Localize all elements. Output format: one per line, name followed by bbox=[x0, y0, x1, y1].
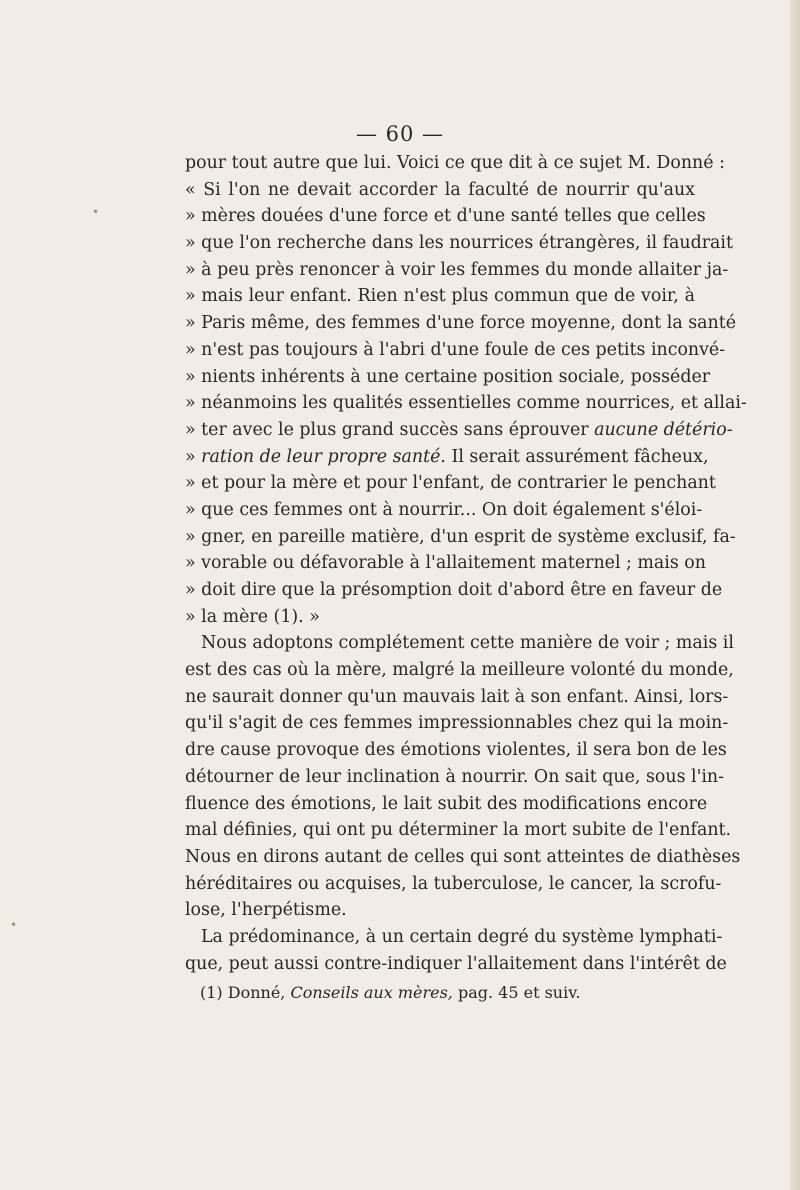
text-line bbox=[185, 764, 724, 791]
text-line-roman: que, peut aussi contre-indiquer l'allaitement dans l'intérêt de bbox=[185, 953, 727, 974]
text-line-roman: héréditaires ou acquises, la tuberculose, le cancer, la scrofu- bbox=[185, 873, 722, 894]
text-line-roman: » vorable ou défavorable à l'allaitement maternel ; mais on bbox=[185, 553, 706, 574]
text-line-roman: » mais leur enfant. Rien n'est plus commun que de voir, à bbox=[185, 286, 695, 307]
text-line bbox=[185, 257, 729, 284]
text-line bbox=[185, 497, 703, 524]
margin-mark: • bbox=[10, 918, 18, 932]
body-text bbox=[185, 150, 747, 977]
text-line-roman: détourner de leur inclination à nourrir. On sait que, sous l'in- bbox=[185, 766, 724, 787]
text-line-roman: lose, l'herpétisme. bbox=[185, 900, 347, 921]
text-line bbox=[185, 791, 708, 818]
text-line-roman: » que l'on recherche dans les nourrices étrangères, il faudrait bbox=[185, 233, 733, 254]
text-line-roman: pour tout autre que lui. Voici ce que dit à ce sujet M. Donné : bbox=[185, 153, 725, 173]
text-line-roman: fluence des émotions, le lait subit des modifications encore bbox=[185, 793, 708, 814]
text-line bbox=[185, 871, 722, 898]
text-line bbox=[185, 924, 723, 951]
text-line-roman: mal définies, qui ont pu déterminer la mort subite de l'enfant. bbox=[185, 820, 732, 841]
text-line bbox=[185, 283, 695, 310]
footnote bbox=[200, 983, 700, 1002]
text-line bbox=[185, 470, 716, 497]
text-line-roman: » doit dire que la présomption doit d'abord être en faveur de bbox=[185, 580, 723, 600]
text-line-roman: » gner, en pareille matière, d'un esprit de système exclusif, fa- bbox=[185, 526, 736, 547]
text-line-roman: ne saurait donner qu'un mauvais lait à son enfant. Ainsi, lors- bbox=[185, 686, 729, 707]
page-number: — 60 — bbox=[355, 122, 445, 146]
text-line-roman: » ter avec le plus grand succès sans éprouver bbox=[185, 419, 595, 440]
text-line bbox=[185, 417, 733, 444]
text-line bbox=[185, 630, 734, 657]
text-line-roman: » néanmoins les qualités essentielles comme nourrices, et allai- bbox=[185, 393, 747, 414]
text-line bbox=[185, 230, 733, 257]
text-line-roman: « Si l'on ne devait accorder la faculté de nourrir qu'aux bbox=[185, 179, 695, 200]
text-line-roman: » à peu près renoncer à voir les femmes du monde allaiter ja- bbox=[185, 259, 729, 280]
text-line-roman: » la mère (1). » bbox=[185, 606, 320, 627]
text-line bbox=[185, 844, 741, 871]
text-line bbox=[185, 577, 723, 604]
text-line-roman: » nients inhérents à une certaine position sociale, posséder bbox=[185, 366, 711, 387]
margin-mark: • bbox=[92, 205, 100, 219]
text-line-roman: qu'il s'agit de ces femmes impressionnables chez qui la moin- bbox=[185, 713, 729, 734]
text-line-roman: Nous adoptons complétement cette manière de voir ; mais il bbox=[201, 633, 734, 654]
text-line-roman: La prédominance, à un certain degré du système lymphati- bbox=[201, 926, 723, 947]
text-line bbox=[185, 657, 734, 684]
text-line bbox=[185, 550, 706, 577]
text-line bbox=[185, 390, 747, 417]
text-line bbox=[185, 177, 695, 204]
text-line-roman: » bbox=[185, 446, 202, 467]
text-line bbox=[185, 817, 732, 844]
text-line bbox=[185, 604, 695, 631]
text-line bbox=[185, 310, 737, 337]
footnote-title: Conseils aux mères, bbox=[290, 983, 453, 1002]
text-line-roman: Nous en dirons autant de celles qui sont atteintes de diathèses bbox=[185, 846, 741, 867]
text-line-roman: dre cause provoque des émotions violentes, il sera bon de les bbox=[185, 740, 727, 761]
text-line-roman: » mères douées d'une force et d'une santé telles que celles bbox=[185, 206, 706, 227]
text-line-roman: » n'est pas toujours à l'abri d'une foule de ces petits inconvé- bbox=[185, 339, 726, 360]
text-line-roman-after: . Il serait assurément fâcheux, bbox=[440, 446, 709, 467]
text-line bbox=[185, 337, 726, 364]
text-line bbox=[185, 203, 706, 230]
footnote-prefix: (1) Donné, bbox=[200, 983, 291, 1002]
text-line bbox=[185, 364, 711, 391]
page-edge bbox=[790, 0, 800, 1190]
text-line-roman: » Paris même, des femmes d'une force moyenne, dont la santé bbox=[185, 313, 737, 334]
text-line-roman: » que ces femmes ont à nourrir... On doit également s'éloi- bbox=[185, 499, 703, 520]
text-line bbox=[185, 951, 727, 978]
text-line bbox=[185, 444, 709, 471]
text-line-roman: » et pour la mère et pour l'enfant, de contrarier le penchant bbox=[185, 473, 716, 494]
text-line-roman: est des cas où la mère, malgré la meilleure volonté du monde, bbox=[185, 660, 734, 681]
text-line-italic: aucune détério- bbox=[594, 419, 733, 440]
text-line-italic: ration de leur propre santé bbox=[201, 446, 441, 467]
text-line bbox=[185, 737, 727, 764]
text-line bbox=[185, 524, 736, 551]
text-line bbox=[185, 150, 725, 177]
text-line bbox=[185, 684, 729, 711]
footnote-suffix: pag. 45 et suiv. bbox=[452, 983, 581, 1002]
text-line bbox=[185, 710, 729, 737]
text-line bbox=[185, 897, 695, 924]
